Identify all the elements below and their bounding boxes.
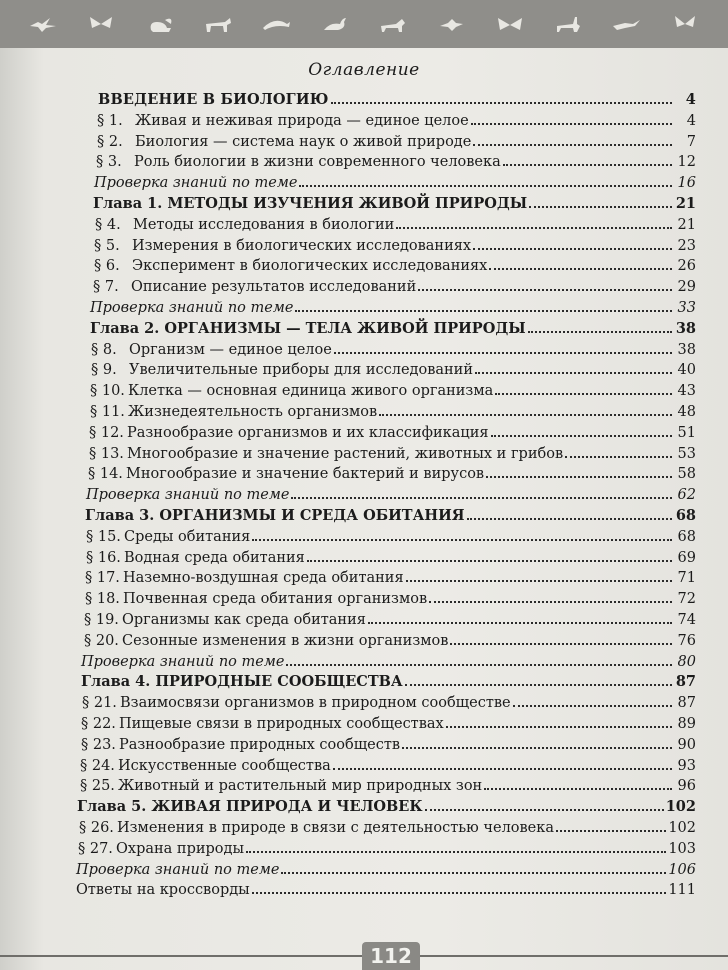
toc-entry-intro <box>98 90 696 110</box>
entry-page-number: 62 <box>677 487 696 503</box>
entry-page-number: 43 <box>677 383 696 399</box>
toc-entry-section <box>94 256 696 276</box>
dot-leader <box>528 319 672 333</box>
toc-entry-section <box>96 152 696 172</box>
section-number: § 21. <box>82 695 117 711</box>
dot-leader <box>446 714 672 728</box>
entry-title: Водная среда обитания <box>124 550 305 566</box>
entry-page-number: 4 <box>686 113 696 129</box>
entry-title: Жизнедеятельность организмов <box>128 404 378 420</box>
toc-entry-section <box>85 568 696 588</box>
decorative-animal-banner <box>0 0 728 48</box>
toc-entry-chapter <box>93 194 696 214</box>
toc-entry-section <box>89 444 696 464</box>
toc-entry-section <box>90 381 696 401</box>
entry-page-number: 16 <box>677 175 696 191</box>
toc-entry-plain <box>76 880 696 900</box>
entry-title: Искусственные сообщества <box>118 758 331 774</box>
entry-page-number: 33 <box>677 300 696 316</box>
entry-title: Проверка знаний по теме <box>86 487 290 503</box>
section-number: § 15. <box>86 529 121 545</box>
toc-entry-section <box>88 464 696 484</box>
entry-page-number: 29 <box>677 279 696 295</box>
section-number: § 19. <box>84 612 119 628</box>
toc-heading: Оглавление <box>308 60 420 80</box>
section-number: § 12. <box>89 425 124 441</box>
entry-page-number: 21 <box>675 195 696 212</box>
entry-page-number: 58 <box>677 466 696 482</box>
section-number: § 7. <box>93 279 119 295</box>
toc-entry-section <box>89 423 696 443</box>
section-number: § 14. <box>88 466 123 482</box>
section-number: § 9. <box>91 362 117 378</box>
dot-leader <box>334 340 672 354</box>
dot-leader <box>473 132 672 146</box>
toc-entry-chapter <box>90 319 696 339</box>
toc-entry-section <box>80 756 696 776</box>
section-number: § 8. <box>91 342 117 358</box>
toc-entry-section <box>97 132 696 152</box>
dot-leader <box>252 880 667 894</box>
entry-page-number: 102 <box>665 798 696 815</box>
dot-leader <box>489 256 672 270</box>
entry-title: Клетка — основная единица живого организма <box>128 383 494 399</box>
dot-leader <box>475 360 672 374</box>
entry-title: Взаимосвязи организмов в природном сообществе <box>120 695 511 711</box>
toc-entry-section <box>90 402 696 422</box>
entry-title: Проверка знаний по теме <box>81 654 285 670</box>
dot-leader <box>307 548 672 562</box>
entry-page-number: 69 <box>677 550 696 566</box>
toc-entry-section <box>97 111 696 131</box>
dot-leader <box>425 797 664 811</box>
dot-leader <box>295 298 672 312</box>
entry-page-number: 87 <box>675 673 696 690</box>
dot-leader <box>471 111 672 125</box>
entry-title: Методы исследования в биологии <box>133 217 395 233</box>
dot-leader <box>246 839 666 853</box>
toc-entry-section <box>94 236 696 256</box>
entry-page-number: 93 <box>677 758 696 774</box>
entry-page-number: 40 <box>677 362 696 378</box>
toc-entry-section <box>79 818 696 838</box>
section-number: § 22. <box>81 716 116 732</box>
bird-icon <box>28 14 58 34</box>
toc-entry-section <box>78 839 696 859</box>
entry-title: Организмы как среда обитания <box>122 612 366 628</box>
entry-page-number: 96 <box>677 778 696 794</box>
entry-title: Животный и растительный мир природных зон <box>118 778 483 794</box>
entry-page-number: 102 <box>668 820 696 836</box>
entry-title: Ответы на кроссворды <box>76 882 250 898</box>
entry-title: Пищевые связи в природных сообществах <box>119 716 444 732</box>
entry-page-number: 90 <box>677 737 696 753</box>
entry-page-number: 71 <box>677 570 696 586</box>
dot-leader <box>484 776 672 790</box>
entry-page-number: 87 <box>677 695 696 711</box>
fox-icon <box>378 14 408 34</box>
bird-icon <box>436 14 466 34</box>
dot-leader <box>368 610 672 624</box>
dot-leader <box>429 589 672 603</box>
entry-title: Увеличительные приборы для исследований <box>129 362 474 378</box>
entry-title: Живая и неживая природа — единое целое <box>135 113 469 129</box>
entry-title: Описание результатов исследований <box>131 279 417 295</box>
entry-title: Проверка знаний по теме <box>76 862 280 878</box>
dot-leader <box>333 756 672 770</box>
toc-entry-section <box>86 527 696 547</box>
entry-title: Разнообразие организмов и их классификация <box>127 425 489 441</box>
toc-entry-section <box>80 776 696 796</box>
toc-entry-section <box>93 277 696 297</box>
dot-leader <box>402 735 672 749</box>
section-number: § 16. <box>86 550 121 566</box>
section-number: § 2. <box>97 134 123 150</box>
toc-entry-chapter <box>77 797 696 817</box>
toc-entry-section <box>84 631 696 651</box>
dot-leader <box>286 652 672 666</box>
footer-rule-left <box>0 955 362 957</box>
lizard-icon <box>611 14 641 34</box>
toc-entry-section <box>85 589 696 609</box>
deer-icon <box>553 14 583 34</box>
entry-title: Глава 5. ЖИВАЯ ПРИРОДА И ЧЕЛОВЕК <box>77 798 423 815</box>
toc-entry-section <box>84 610 696 630</box>
section-number: § 4. <box>95 217 121 233</box>
moth-icon <box>495 14 525 34</box>
entry-title: Сезонные изменения в жизни организмов <box>122 633 449 649</box>
dot-leader <box>379 402 672 416</box>
section-number: § 18. <box>85 591 120 607</box>
entry-page-number: 4 <box>685 91 696 108</box>
entry-page-number: 74 <box>677 612 696 628</box>
dot-leader <box>406 568 672 582</box>
dot-leader <box>299 173 672 187</box>
entry-page-number: 53 <box>677 446 696 462</box>
toc-entry-chapter <box>85 506 696 526</box>
toc-entry-check <box>76 860 696 880</box>
entry-title: Изменения в природе в связи с деятельностью человека <box>117 820 554 836</box>
toc-entry-section <box>91 340 696 360</box>
dot-leader <box>473 236 672 250</box>
butterfly-icon <box>86 14 116 34</box>
dot-leader <box>331 90 672 104</box>
entry-page-number: 48 <box>677 404 696 420</box>
section-number: § 5. <box>94 238 120 254</box>
section-number: § 17. <box>85 570 120 586</box>
entry-page-number: 68 <box>675 507 696 524</box>
dot-leader <box>503 152 672 166</box>
entry-title: Роль биологии в жизни современного человека <box>134 154 501 170</box>
toc-entry-section <box>81 735 696 755</box>
entry-title: Разнообразие природных сообществ <box>119 737 401 753</box>
entry-page-number: 38 <box>675 320 696 337</box>
toc-entry-section <box>86 548 696 568</box>
dot-leader <box>450 631 672 645</box>
entry-title: Измерения в биологических исследованиях <box>132 238 472 254</box>
entry-page-number: 68 <box>677 529 696 545</box>
toc-entry-check <box>94 173 696 193</box>
dolphin-icon <box>261 14 291 34</box>
entry-page-number: 23 <box>677 238 696 254</box>
swan-icon <box>320 14 350 34</box>
entry-title: Глава 3. ОРГАНИЗМЫ И СРЕДА ОБИТАНИЯ <box>85 507 465 524</box>
entry-page-number: 106 <box>668 862 696 878</box>
entry-title: Многообразие и значение бактерий и вирусов <box>126 466 485 482</box>
toc-entry-check <box>86 485 696 505</box>
section-number: § 3. <box>96 154 122 170</box>
toc-entry-check <box>81 652 696 672</box>
toc-entry-chapter <box>81 672 696 692</box>
toc-entry-section <box>82 693 696 713</box>
dot-leader <box>513 693 672 707</box>
page-number-badge: 112 <box>362 942 420 970</box>
section-number: § 25. <box>80 778 115 794</box>
entry-title: Охрана природы <box>116 841 245 857</box>
toc-entry-section <box>95 215 696 235</box>
dot-leader <box>495 381 672 395</box>
entry-page-number: 76 <box>677 633 696 649</box>
dot-leader <box>467 506 672 520</box>
dot-leader <box>396 215 672 229</box>
section-number: § 23. <box>81 737 116 753</box>
dot-leader <box>491 423 672 437</box>
entry-page-number: 51 <box>677 425 696 441</box>
entry-page-number: 103 <box>668 841 696 857</box>
table-of-contents <box>0 90 728 930</box>
entry-title: Среды обитания <box>124 529 251 545</box>
dot-leader <box>486 464 672 478</box>
section-number: § 1. <box>97 113 123 129</box>
footer-rule-right <box>420 955 728 957</box>
dot-leader <box>565 444 672 458</box>
dot-leader <box>418 277 672 291</box>
entry-title: Многообразие и значение растений, животных и грибов <box>127 446 564 462</box>
toc-entry-section <box>91 360 696 380</box>
dot-leader <box>405 672 672 686</box>
entry-title: Глава 1. МЕТОДЫ ИЗУЧЕНИЯ ЖИВОЙ ПРИРОДЫ <box>93 195 528 212</box>
entry-title: Глава 4. ПРИРОДНЫЕ СООБЩЕСТВА <box>81 673 403 690</box>
section-number: § 26. <box>79 820 114 836</box>
horse-icon <box>203 14 233 34</box>
entry-page-number: 38 <box>677 342 696 358</box>
squirrel-icon <box>145 14 175 34</box>
entry-page-number: 12 <box>677 154 696 170</box>
entry-title: Почвенная среда обитания организмов <box>123 591 428 607</box>
entry-title: Наземно-воздушная среда обитания <box>123 570 404 586</box>
dot-leader <box>281 860 666 874</box>
butterfly-icon <box>670 14 700 34</box>
entry-title: Проверка знаний по теме <box>94 175 298 191</box>
section-number: § 11. <box>90 404 125 420</box>
dot-leader <box>529 194 672 208</box>
entry-page-number: 111 <box>668 882 696 898</box>
entry-title: Глава 2. ОРГАНИЗМЫ — ТЕЛА ЖИВОЙ ПРИРОДЫ <box>90 320 526 337</box>
toc-entry-section <box>81 714 696 734</box>
entry-title: Организм — единое целое <box>129 342 332 358</box>
section-number: § 13. <box>89 446 124 462</box>
entry-title: Эксперимент в биологических исследованиях <box>132 258 488 274</box>
entry-page-number: 89 <box>677 716 696 732</box>
dot-leader <box>291 485 672 499</box>
section-number: § 10. <box>90 383 125 399</box>
section-number: § 20. <box>84 633 119 649</box>
section-number: § 6. <box>94 258 120 274</box>
toc-entry-check <box>90 298 696 318</box>
entry-title: ВВЕДЕНИЕ В БИОЛОГИЮ <box>98 91 329 108</box>
dot-leader <box>556 818 666 832</box>
entry-page-number: 72 <box>677 591 696 607</box>
entry-page-number: 80 <box>677 654 696 670</box>
dot-leader <box>252 527 672 541</box>
entry-title: Биология — система наук о живой природе <box>135 134 472 150</box>
section-number: § 27. <box>78 841 113 857</box>
entry-page-number: 21 <box>677 217 696 233</box>
entry-page-number: 26 <box>677 258 696 274</box>
entry-page-number: 7 <box>686 134 696 150</box>
section-number: § 24. <box>80 758 115 774</box>
entry-title: Проверка знаний по теме <box>90 300 294 316</box>
